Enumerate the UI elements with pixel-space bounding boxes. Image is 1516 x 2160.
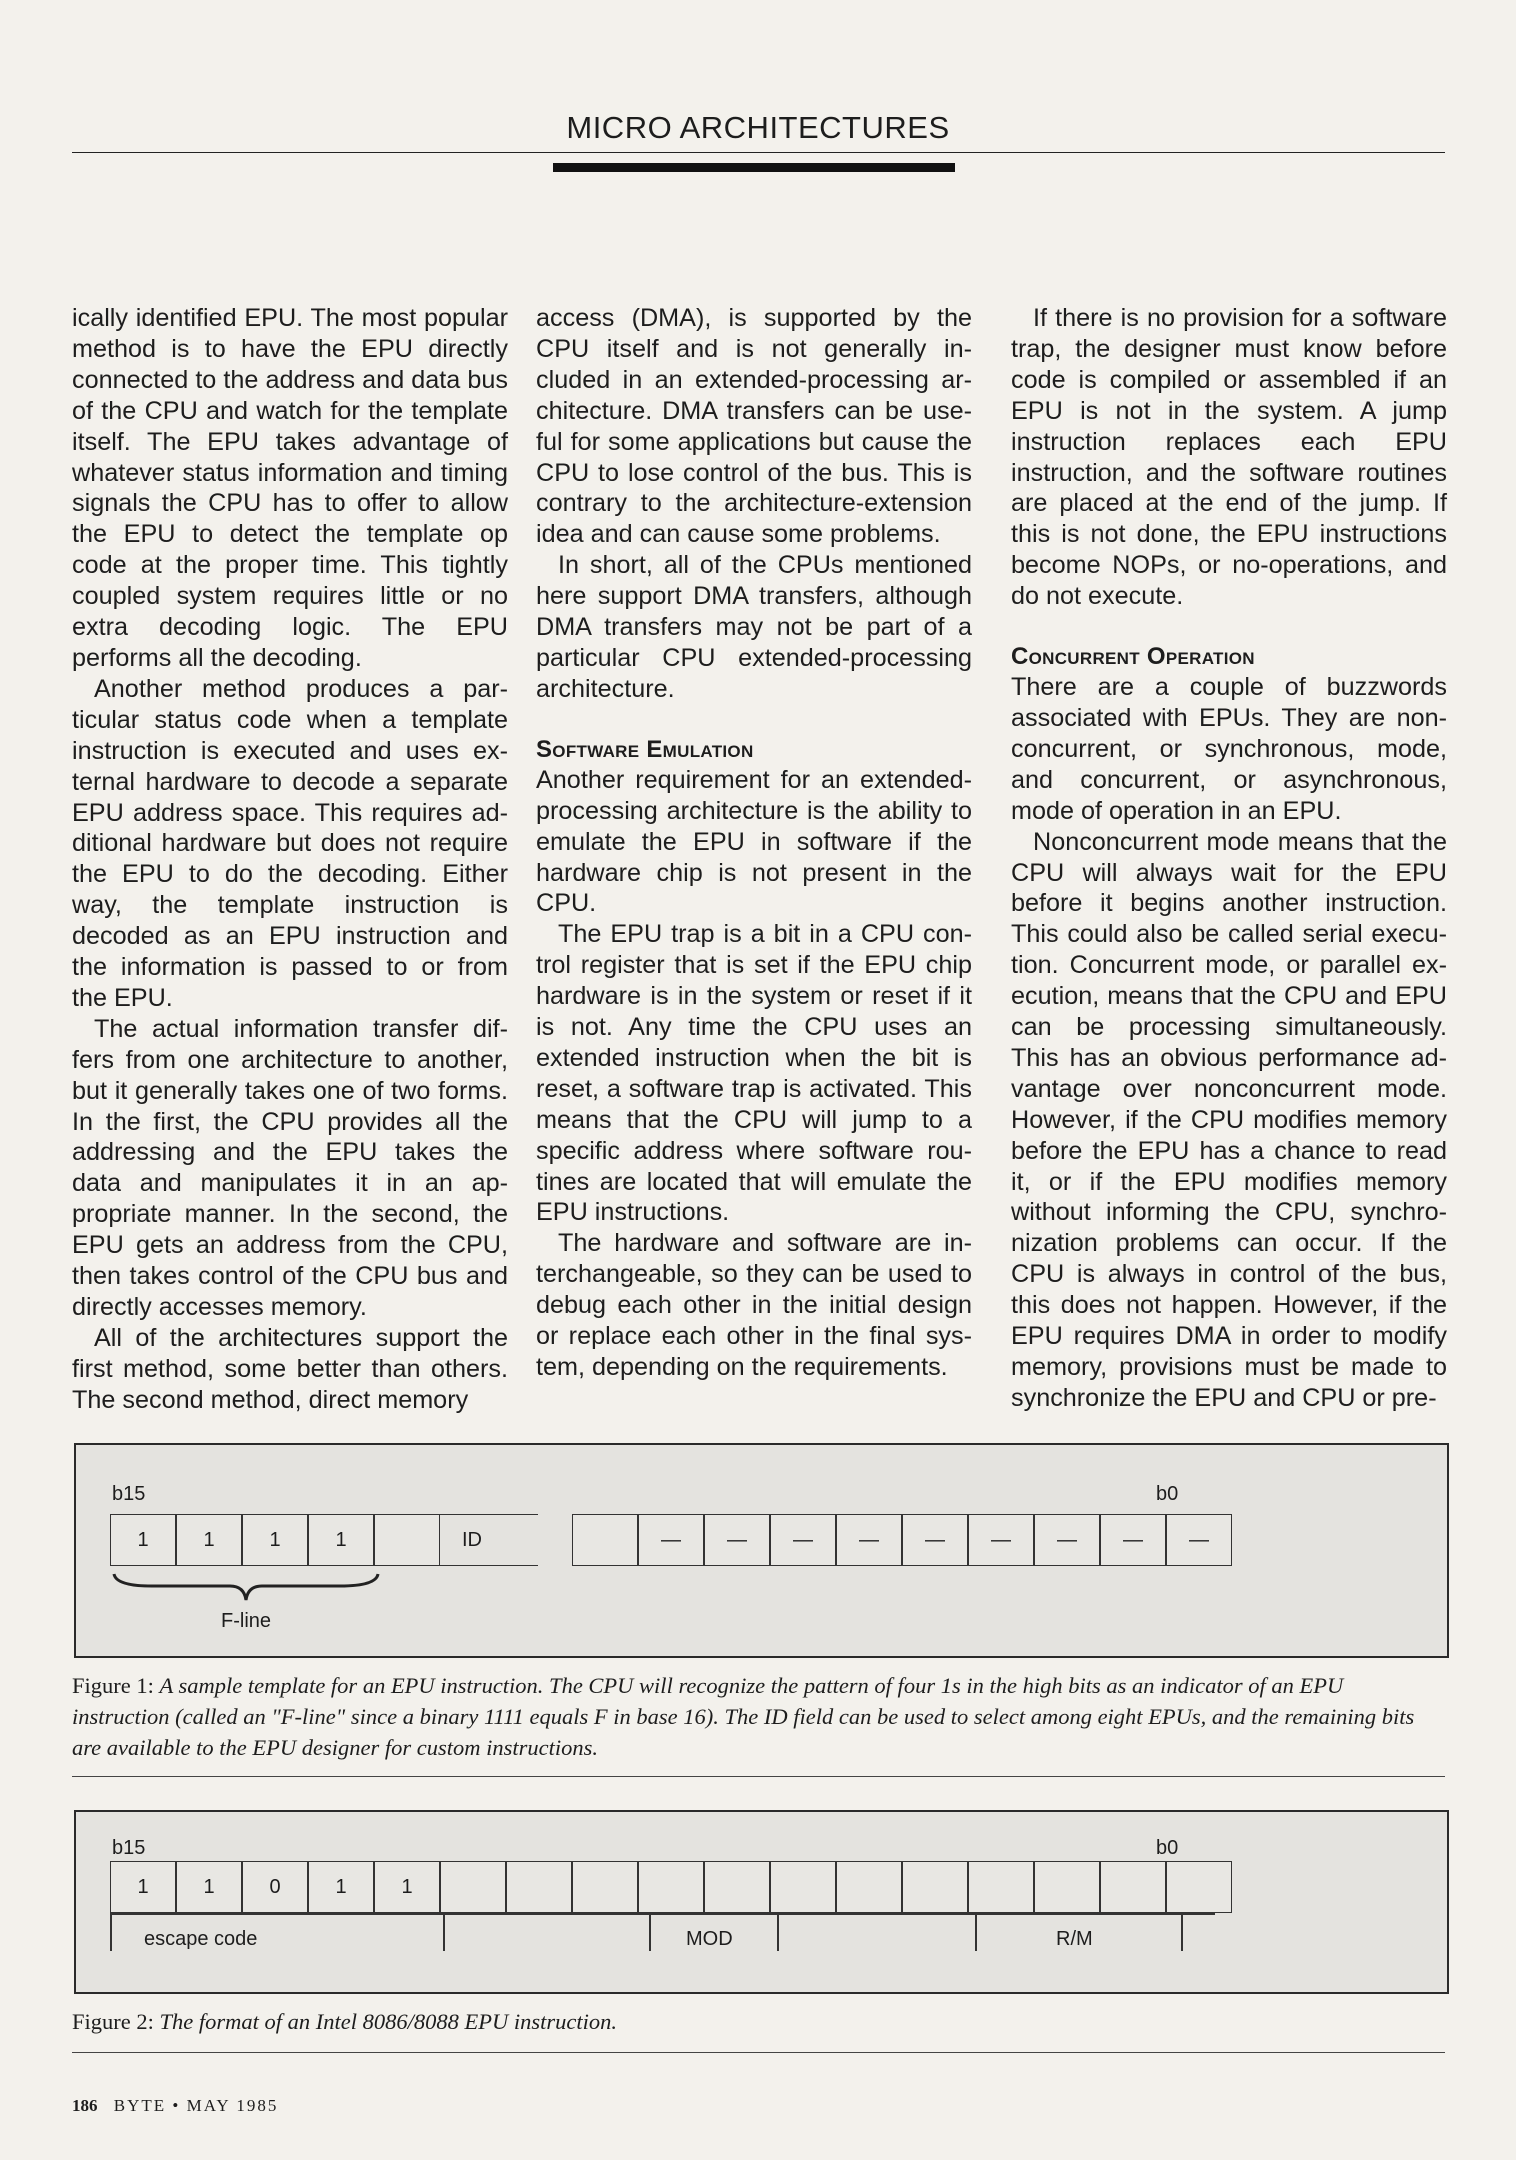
bit-cell: [902, 1861, 968, 1913]
bit-cell: [704, 1861, 770, 1913]
rm-field-label: R/M: [1056, 1928, 1093, 1950]
bit-cell: [770, 1861, 836, 1913]
page-number: 186: [72, 2096, 98, 2115]
bit-cell: —: [770, 1514, 836, 1566]
bit-cell: [572, 1514, 638, 1566]
bit-cell: 1: [374, 1861, 440, 1913]
bit-cell: —: [1034, 1514, 1100, 1566]
bit-cell: —: [1100, 1514, 1166, 1566]
paragraph: There are a couple of buzzwords associated with EPUs. They are nonconcurrent, or synchronous, mode, and concurrent, or asynchronous, mode of operation in an EPU.: [1011, 673, 1447, 825]
bit-cell: [440, 1861, 506, 1913]
mod-field-label: MOD: [686, 1928, 733, 1950]
field-divider: [110, 1913, 112, 1951]
paragraph: ically identified EPU. The most popular method is to have the EPU directly connected to the address and data bus of the CPU and watch for the template itself. The EPU takes advantage of whatever status information and timing signals the CPU has to offer to allow the EPU to detect the template op code at the proper time. This tightly coupled system requires little or no extra decoding logic. The EPU performs all the decoding.: [72, 304, 508, 672]
bit-cell: —: [836, 1514, 902, 1566]
paragraph: All of the architectures support the first method, some better than others. The second method, direct memory: [72, 1323, 508, 1414]
page-footer: [72, 2096, 278, 2116]
f-line-label: F-line: [221, 1610, 272, 1632]
caption-rule: [72, 2052, 1445, 2053]
bit-cell: [506, 1861, 572, 1913]
id-field-label: ID: [406, 1514, 538, 1566]
paragraph: Another requirement for an extended-processing architecture is the ability to emulate the EPU in software if the hardware chip is not present in the CPU.: [536, 765, 972, 918]
bit-cell: [968, 1861, 1034, 1913]
paragraph: The EPU trap is a bit in a CPU control register that is set if the EPU chip hardware is in the system or reset if it is not. Any time the CPU uses an extended instruction when the bit is reset, a software trap is activated. This means that the CPU will jump to a specific address where software routines are located that will emulate the EPU instructions.: [536, 920, 972, 1227]
bit-cell: [638, 1861, 704, 1913]
bit-low-label: b0: [1156, 1837, 1179, 1859]
bit-cell: [836, 1861, 902, 1913]
field-divider: [443, 1913, 445, 1951]
bit-cell: —: [902, 1514, 968, 1566]
subheading-concurrent-operation: Concurrent Operation: [1011, 643, 1255, 671]
caption-label: Figure 1:: [72, 1673, 154, 1698]
bit-cell: 1: [308, 1861, 374, 1913]
bit-cell: 1: [308, 1514, 374, 1566]
figure-1-caption: [72, 1670, 1445, 1763]
paragraph: access (DMA), is supported by the CPU itself and is not generally included in an extended-processing architecture. DMA transfers can be useful for some applications but cause the CPU to lose control of the bus. This is contrary to the architecture-extension idea and can cause some problems.: [536, 304, 972, 549]
bit-cell: 0: [242, 1861, 308, 1913]
bit-cell: 1: [176, 1861, 242, 1913]
text-column-3: [1011, 303, 1447, 1414]
paragraph: The hardware and software are interchangeable, so they can be used to debug each other in the initial design or replace each other in the final system, depending on the requirements.: [536, 1229, 972, 1381]
bit-cell: [1100, 1861, 1166, 1913]
field-divider: [1181, 1913, 1183, 1951]
figure-1-diagram: [74, 1443, 1449, 1658]
publication-line: BYTE • MAY 1985: [113, 2096, 279, 2115]
caption-text: A sample template for an EPU instruction. The CPU will recognize the pattern of four 1s in the high bits as an indicator of an EPU instruction (called an "F-line" since a binary 1111 equals F in base 16). The ID field can be used to select among eight EPUs, and the remaining bits are available to the EPU designer for custom instructions.: [72, 1673, 1415, 1760]
bit-cell: 1: [176, 1514, 242, 1566]
subheading-software-emulation: Software Emulation: [536, 735, 754, 763]
bit-cell: [572, 1861, 638, 1913]
bit-cell: —: [638, 1514, 704, 1566]
bit-cell: [1166, 1861, 1232, 1913]
field-divider: [777, 1913, 779, 1951]
bit-low-label: b0: [1156, 1483, 1179, 1505]
field-divider: [649, 1913, 651, 1951]
bit-cell: —: [968, 1514, 1034, 1566]
bit-cell: 1: [110, 1861, 176, 1913]
text-column-2: [536, 303, 972, 1383]
paragraph: In short, all of the CPUs mentioned here support DMA transfers, although DMA transfers may not be part of a particular CPU extended-processing architecture.: [536, 551, 972, 703]
bit-high-label: b15: [112, 1837, 146, 1859]
field-baseline: [110, 1913, 1215, 1915]
bit-cell: [1034, 1861, 1100, 1913]
figure-2-diagram: [74, 1810, 1449, 1994]
header-bar: [553, 163, 955, 172]
bit-cell: 1: [242, 1514, 308, 1566]
section-title: MICRO ARCHITECTURES: [566, 110, 950, 145]
f-line-brace: [112, 1572, 382, 1612]
text-column-1: [72, 303, 508, 1416]
bit-cell: —: [1166, 1514, 1232, 1566]
paragraph: Another method produces a particular status code when a template instruction is executed and uses external hardware to decode a separate EPU address space. This requires additional hardware but does not require the EPU to do the decoding. Either way, the template instruction is decoded as an EPU instruction and the information is passed to or from the EPU.: [72, 674, 508, 1012]
bit-cell: —: [704, 1514, 770, 1566]
bit-high-label: b15: [112, 1483, 146, 1505]
caption-rule: [72, 1776, 1445, 1777]
caption-label: Figure 2:: [72, 2009, 154, 2034]
figure-2-caption: [72, 2006, 1445, 2037]
field-divider: [975, 1913, 977, 1951]
paragraph: If there is no provision for a software trap, the designer must know before code is compiled or assembled if an EPU is not in the system. A jump instruction replaces each EPU instruction, and the software routines are placed at the end of the jump. If this is not done, the EPU instructions become NOPs, or no-operations, and do not execute.: [1011, 304, 1447, 611]
paragraph: Nonconcurrent mode means that the CPU will always wait for the EPU before it begins another instruction. This could also be called serial execution. Concurrent mode, or parallel execution, means that the CPU and EPU can be processing simultaneously. This has an obvious performance advantage over nonconcurrent mode. However, if the CPU modifies memory before the EPU has a chance to read it, or if the EPU modifies memory without informing the CPU, synchronization problems can occur. If the CPU is always in control of the bus, this does not happen. However, if the EPU requires DMA in order to modify memory, provisions must be made to synchronize the EPU and CPU or pre-: [1011, 827, 1447, 1412]
escape-code-label: escape code: [144, 1928, 258, 1950]
caption-text: The format of an Intel 8086/8088 EPU instruction.: [159, 2009, 617, 2034]
header-rule: [72, 152, 1445, 153]
bit-cell: 1: [110, 1514, 176, 1566]
paragraph: The actual information transfer differs from one architecture to another, but it generally takes one of two forms. In the first, the CPU provides all the addressing and the EPU takes the data and manipulates it in an appropriate manner. In the second, the EPU gets an address from the CPU, then takes control of the CPU bus and directly accesses memory.: [72, 1014, 508, 1321]
